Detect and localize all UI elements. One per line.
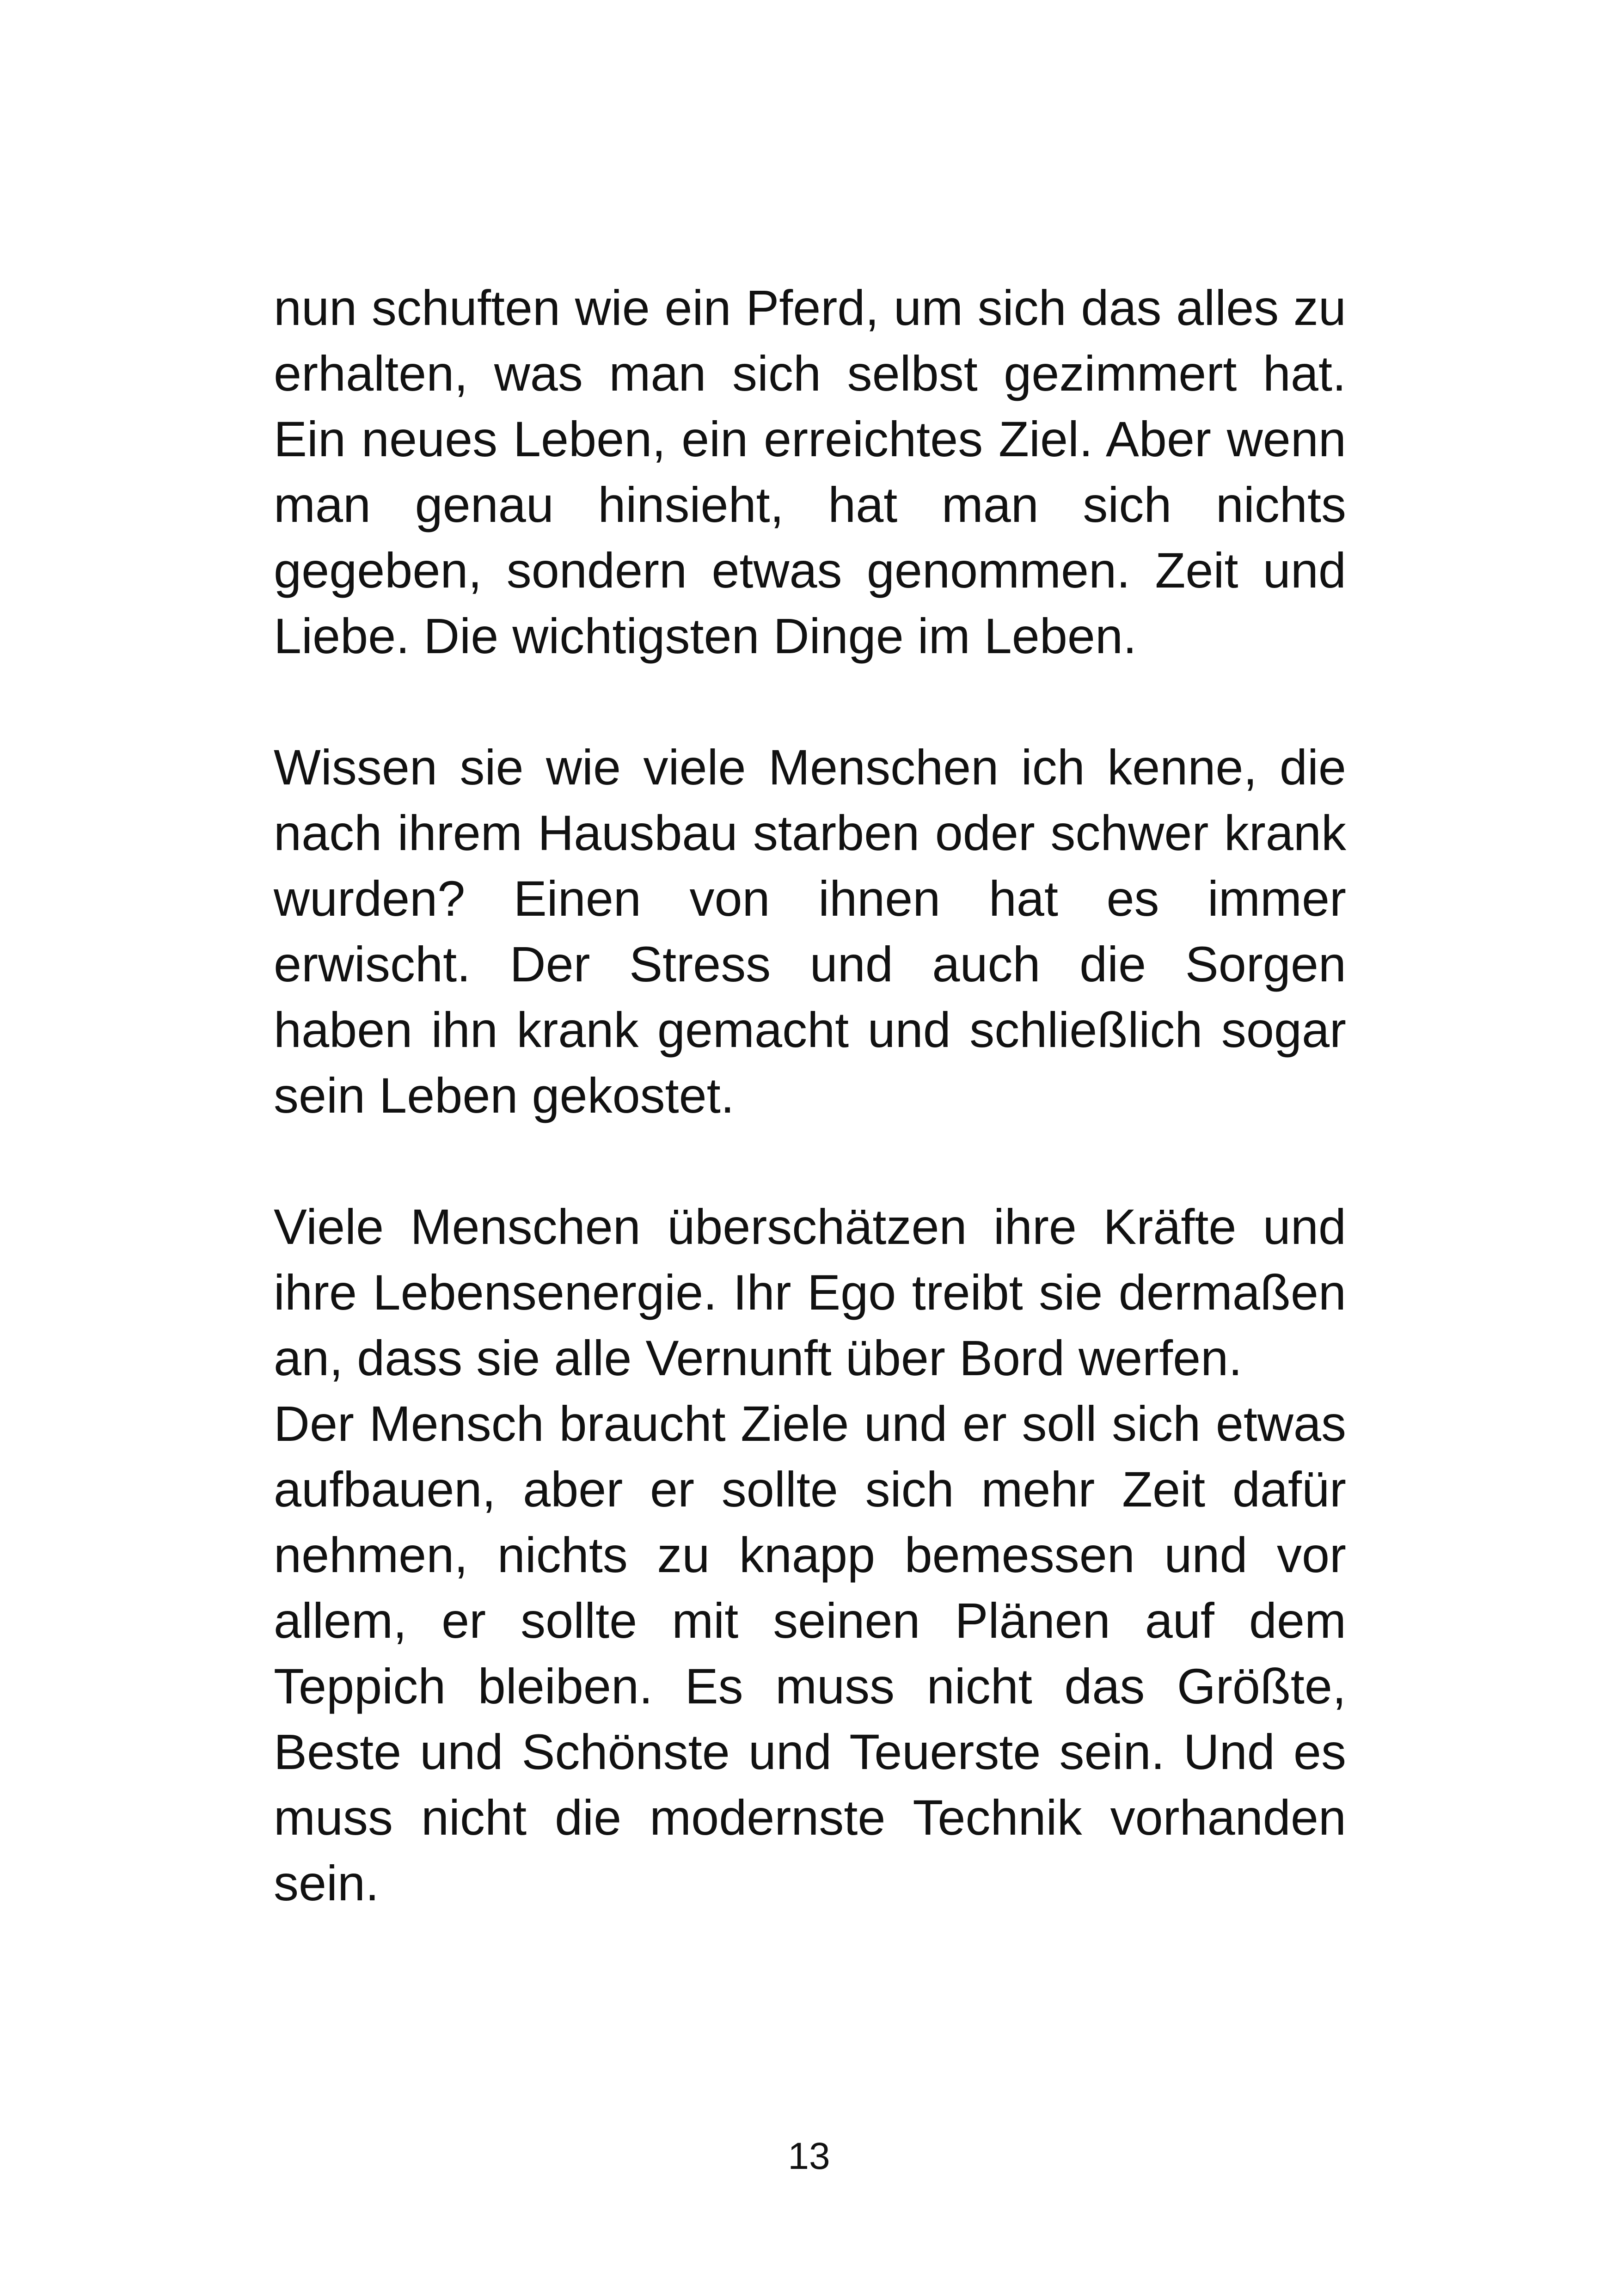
paragraph-3: Viele Menschen überschätzen ihre Kräfte und ihre Lebensenergie. Ihr Ego treibt sie dermaßen an, dass sie alle Vernunft über Bord werfen. Der Mensch braucht Ziele und er soll sich etwas aufbauen, aber er sollte sich mehr Zeit dafür nehmen, nichts zu knapp bemessen und vor allem, er sollte mit seinen Plänen auf dem Teppich bleiben. Es muss nicht das Größte, Beste und Schönste und Teuerste sein. Und es muss nicht die modernste Technik vorhanden sein. (274, 1199, 1346, 1911)
paragraph-spacer (274, 669, 1346, 735)
paragraph-2: Wissen sie wie viele Menschen ich kenne, die nach ihrem Hausbau starben oder schwer krank wurden? Einen von ihnen hat es immer erwischt. Der Stress und auch die Sorgen haben ihn krank gemacht und schließlich sogar sein Leben gekostet. (274, 739, 1346, 1123)
paragraph-1: nun schuften wie ein Pferd, um sich das alles zu erhalten, was man sich selbst gezimmert hat. Ein neues Leben, ein erreichtes Ziel. Aber wenn man genau hinsieht, hat man sich nichts gegeben, sondern etwas genommen. Zeit und Liebe. Die wichtigsten Dinge im Leben. (274, 280, 1346, 664)
page-number: 13 (788, 2135, 830, 2177)
paragraph-spacer (274, 1128, 1346, 1194)
body-text (274, 275, 1346, 1916)
